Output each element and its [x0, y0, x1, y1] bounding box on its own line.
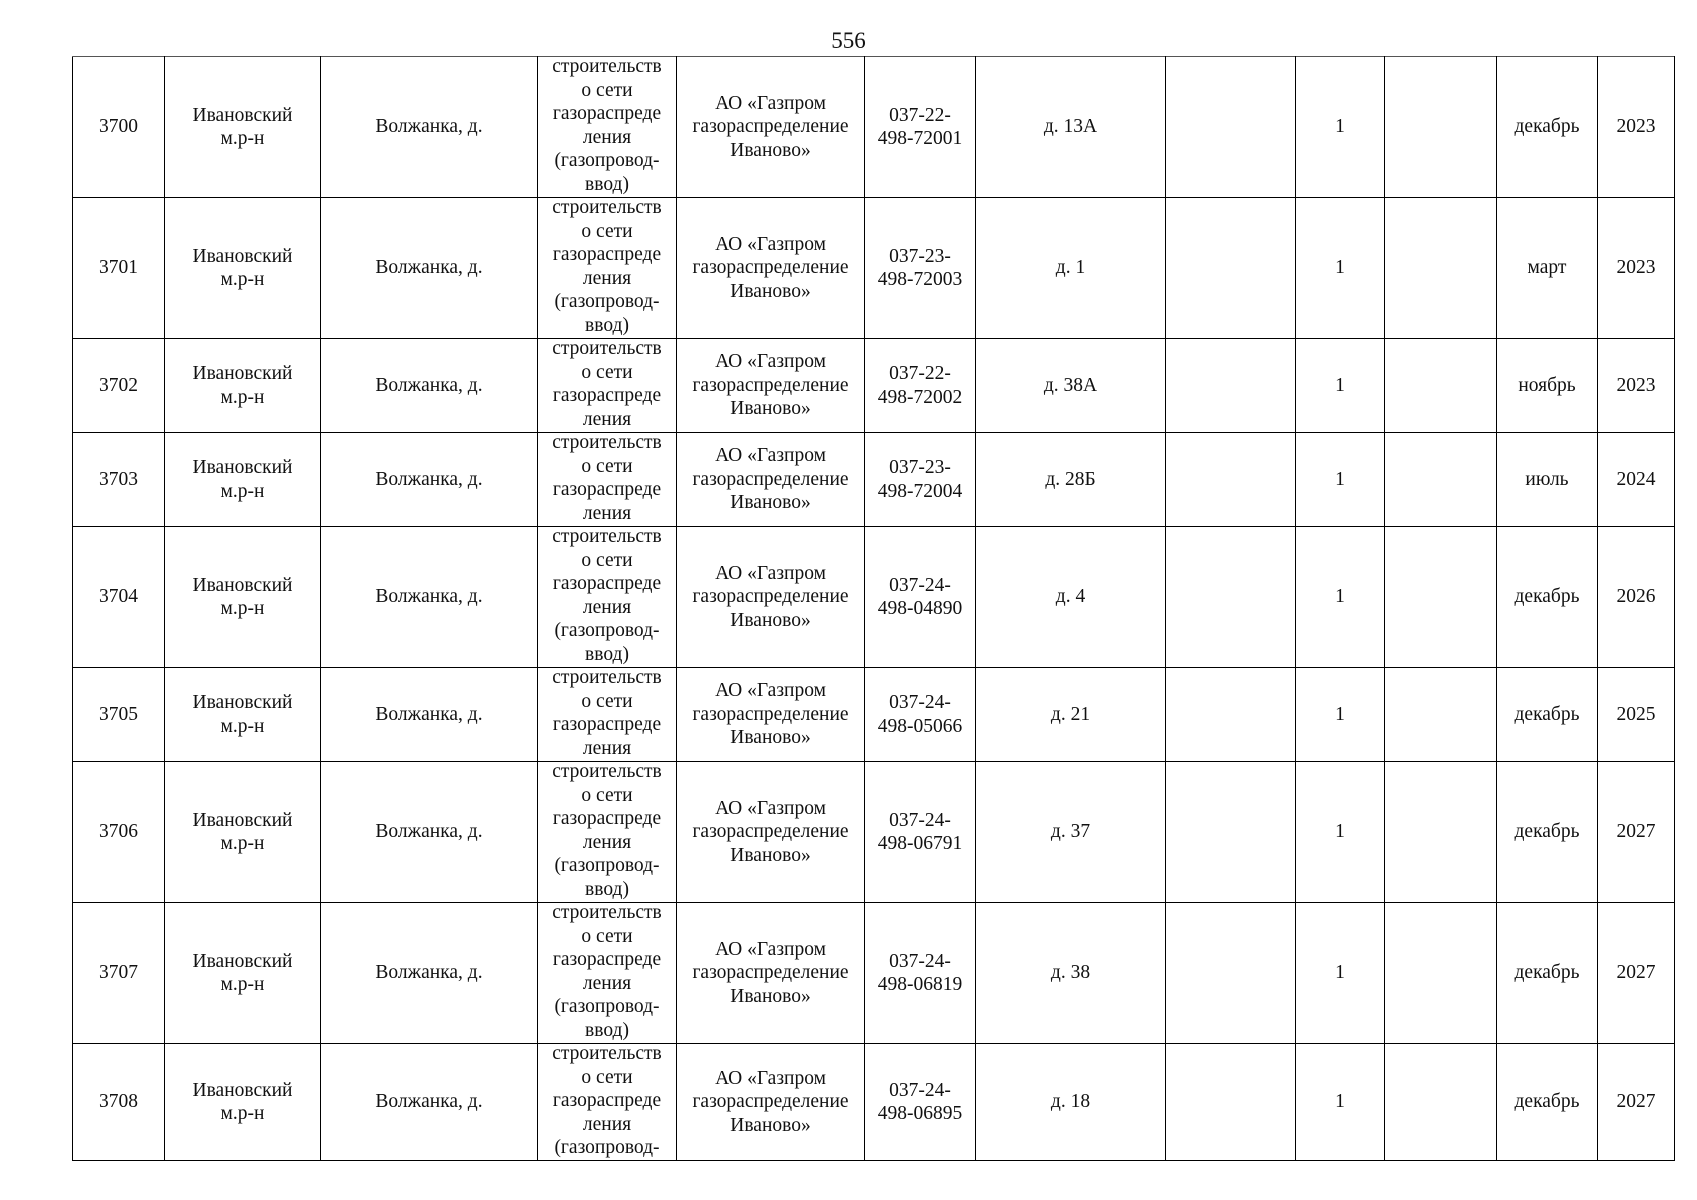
cell-month-text: июль [1525, 468, 1569, 490]
cell-month [1497, 903, 1598, 1044]
registry-table [72, 56, 1675, 1161]
cell-company [677, 762, 865, 903]
cell-empty [1166, 339, 1296, 433]
cell-month [1497, 1044, 1598, 1161]
cell-locality [321, 433, 538, 527]
cell-quantity-text: 1 [1335, 703, 1345, 725]
cell-empty [1385, 339, 1497, 433]
cell-locality-text: Волжанка, д. [375, 586, 483, 608]
cell-quantity [1296, 762, 1385, 903]
cell-locality-text: Волжанка, д. [375, 116, 483, 138]
cell-district-text: Ивановский м.р-н [192, 104, 293, 149]
cell-district-text: Ивановский м.р-н [192, 363, 293, 408]
cell-month [1497, 668, 1598, 762]
cell-work-type [538, 339, 677, 433]
cell-empty [1385, 198, 1497, 339]
cell-district-text: Ивановский м.р-н [192, 1079, 293, 1124]
cell-year [1598, 198, 1675, 339]
cell-number [73, 668, 165, 762]
cell-number [73, 339, 165, 433]
cell-locality [321, 527, 538, 668]
cell-year-text: 2023 [1616, 257, 1656, 279]
cell-number-text: 3701 [99, 257, 138, 279]
cell-quantity [1296, 198, 1385, 339]
cell-code-text: 037-22- 498-72002 [877, 363, 963, 408]
cell-address [976, 762, 1166, 903]
cell-code-text: 037-24- 498-04890 [877, 574, 963, 619]
cell-work-type-text: строительств о сети газораспреде ления (газопровод- [552, 1043, 662, 1158]
table-row [73, 433, 1675, 527]
cell-address [976, 198, 1166, 339]
cell-quantity-text: 1 [1335, 116, 1345, 138]
cell-code [865, 433, 976, 527]
cell-empty [1166, 903, 1296, 1044]
cell-locality-text: Волжанка, д. [375, 257, 483, 279]
cell-work-type-text: строительств о сети газораспреде ления (газопровод- ввод) [552, 197, 662, 336]
cell-company-text: АО «Газпром газораспределение Иваново» [692, 1067, 849, 1136]
cell-address [976, 903, 1166, 1044]
cell-address-text: д. 38А [1043, 374, 1098, 396]
cell-month-text: декабрь [1514, 1091, 1580, 1113]
cell-year-text: 2027 [1616, 821, 1656, 843]
table-row [73, 1044, 1675, 1161]
cell-company [677, 1044, 865, 1161]
cell-month-text: ноябрь [1518, 374, 1576, 396]
cell-quantity-text: 1 [1335, 468, 1345, 490]
cell-year [1598, 527, 1675, 668]
cell-work-type-text: строительств о сети газораспреде ления [552, 432, 662, 524]
cell-company [677, 57, 865, 198]
cell-month [1497, 527, 1598, 668]
cell-work-type [538, 668, 677, 762]
cell-work-type-text: строительств о сети газораспреде ления (газопровод- ввод) [552, 761, 662, 900]
cell-month-text: март [1527, 257, 1567, 279]
cell-address-text: д. 4 [1055, 586, 1086, 608]
cell-address [976, 339, 1166, 433]
cell-code [865, 1044, 976, 1161]
cell-month-text: декабрь [1514, 116, 1580, 138]
cell-month [1497, 339, 1598, 433]
cell-address [976, 57, 1166, 198]
cell-empty [1385, 433, 1497, 527]
cell-work-type-text: строительств о сети газораспреде ления (газопровод- ввод) [552, 56, 662, 195]
cell-company [677, 339, 865, 433]
cell-empty [1166, 198, 1296, 339]
cell-month [1497, 762, 1598, 903]
cell-locality [321, 762, 538, 903]
cell-work-type-text: строительств о сети газораспреде ления (газопровод- ввод) [552, 902, 662, 1041]
cell-empty [1385, 903, 1497, 1044]
cell-locality [321, 1044, 538, 1161]
cell-quantity-text: 1 [1335, 821, 1345, 843]
cell-quantity [1296, 339, 1385, 433]
cell-address [976, 668, 1166, 762]
cell-code [865, 668, 976, 762]
cell-number [73, 198, 165, 339]
table-row [73, 903, 1675, 1044]
cell-address-text: д. 21 [1050, 703, 1091, 725]
cell-number [73, 433, 165, 527]
cell-locality [321, 903, 538, 1044]
cell-code-text: 037-24- 498-06819 [877, 950, 963, 995]
table-row [73, 527, 1675, 668]
cell-number-text: 3705 [99, 703, 138, 725]
cell-locality [321, 198, 538, 339]
cell-number-text: 3706 [99, 821, 138, 843]
cell-empty [1166, 762, 1296, 903]
cell-district-text: Ивановский м.р-н [192, 574, 293, 619]
cell-company-text: АО «Газпром газораспределение Иваново» [692, 562, 849, 631]
cell-year-text: 2023 [1616, 374, 1656, 396]
cell-month-text: декабрь [1514, 703, 1580, 725]
cell-locality [321, 668, 538, 762]
table-row [73, 762, 1675, 903]
cell-company [677, 903, 865, 1044]
cell-work-type-text: строительств о сети газораспреде ления [552, 667, 662, 759]
cell-empty [1385, 527, 1497, 668]
cell-number-text: 3708 [99, 1091, 138, 1113]
cell-locality-text: Волжанка, д. [375, 703, 483, 725]
cell-month [1497, 198, 1598, 339]
cell-code [865, 527, 976, 668]
cell-year-text: 2026 [1616, 586, 1656, 608]
cell-locality-text: Волжанка, д. [375, 962, 483, 984]
cell-work-type [538, 198, 677, 339]
cell-empty [1385, 668, 1497, 762]
cell-address-text: д. 28Б [1045, 468, 1096, 490]
cell-locality-text: Волжанка, д. [375, 374, 483, 396]
cell-quantity-text: 1 [1335, 1091, 1345, 1113]
cell-locality-text: Волжанка, д. [375, 821, 483, 843]
table-row [73, 57, 1675, 198]
cell-code [865, 57, 976, 198]
cell-quantity-text: 1 [1335, 586, 1345, 608]
cell-number [73, 762, 165, 903]
cell-year-text: 2023 [1616, 116, 1656, 138]
cell-district [165, 339, 321, 433]
cell-year-text: 2024 [1616, 468, 1656, 490]
cell-locality [321, 339, 538, 433]
cell-address [976, 1044, 1166, 1161]
cell-quantity [1296, 903, 1385, 1044]
cell-work-type-text: строительств о сети газораспреде ления [552, 338, 662, 430]
cell-year [1598, 339, 1675, 433]
cell-number-text: 3700 [99, 116, 138, 138]
cell-district [165, 433, 321, 527]
cell-empty [1166, 57, 1296, 198]
cell-company [677, 433, 865, 527]
cell-district-text: Ивановский м.р-н [192, 245, 293, 290]
cell-empty [1385, 1044, 1497, 1161]
cell-quantity [1296, 57, 1385, 198]
cell-district-text: Ивановский м.р-н [192, 809, 293, 854]
cell-district [165, 57, 321, 198]
cell-month-text: декабрь [1514, 962, 1580, 984]
cell-month [1497, 433, 1598, 527]
cell-code [865, 903, 976, 1044]
cell-address [976, 433, 1166, 527]
page-number: 556 [831, 28, 866, 53]
cell-district [165, 903, 321, 1044]
cell-code-text: 037-23- 498-72003 [877, 245, 963, 290]
cell-number-text: 3704 [99, 586, 138, 608]
cell-district [165, 762, 321, 903]
cell-code [865, 762, 976, 903]
cell-empty [1166, 668, 1296, 762]
cell-number [73, 527, 165, 668]
cell-company-text: АО «Газпром газораспределение Иваново» [692, 680, 849, 749]
cell-work-type [538, 57, 677, 198]
cell-month-text: декабрь [1514, 586, 1580, 608]
cell-locality [321, 57, 538, 198]
cell-district-text: Ивановский м.р-н [192, 950, 293, 995]
cell-company-text: АО «Газпром газораспределение Иваново» [692, 938, 849, 1007]
cell-empty [1385, 762, 1497, 903]
cell-address-text: д. 1 [1055, 257, 1086, 279]
cell-code-text: 037-24- 498-06791 [877, 809, 963, 854]
cell-work-type [538, 1044, 677, 1161]
cell-locality-text: Волжанка, д. [375, 468, 483, 490]
cell-code-text: 037-22- 498-72001 [877, 104, 963, 149]
cell-quantity-text: 1 [1335, 374, 1345, 396]
cell-district [165, 1044, 321, 1161]
cell-number-text: 3702 [99, 374, 138, 396]
cell-company [677, 668, 865, 762]
cell-quantity-text: 1 [1335, 962, 1345, 984]
table-body [73, 57, 1675, 1161]
cell-year-text: 2027 [1616, 1091, 1656, 1113]
cell-district [165, 198, 321, 339]
cell-work-type [538, 903, 677, 1044]
cell-quantity-text: 1 [1335, 257, 1345, 279]
cell-number-text: 3707 [99, 962, 138, 984]
cell-address-text: д. 38 [1050, 962, 1091, 984]
cell-quantity [1296, 1044, 1385, 1161]
cell-company-text: АО «Газпром газораспределение Иваново» [692, 445, 849, 514]
cell-company-text: АО «Газпром газораспределение Иваново» [692, 797, 849, 866]
cell-address [976, 527, 1166, 668]
cell-company-text: АО «Газпром газораспределение Иваново» [692, 351, 849, 420]
cell-district [165, 527, 321, 668]
cell-address-text: д. 37 [1050, 821, 1091, 843]
cell-address-text: д. 13А [1043, 116, 1098, 138]
cell-district-text: Ивановский м.р-н [192, 457, 293, 502]
cell-quantity [1296, 433, 1385, 527]
cell-empty [1385, 57, 1497, 198]
table-row [73, 668, 1675, 762]
cell-address-text: д. 18 [1050, 1091, 1091, 1113]
cell-year-text: 2025 [1616, 703, 1656, 725]
table-row [73, 339, 1675, 433]
cell-number-text: 3703 [99, 468, 138, 490]
cell-work-type-text: строительств о сети газораспреде ления (газопровод- ввод) [552, 526, 662, 665]
cell-month-text: декабрь [1514, 821, 1580, 843]
cell-district [165, 668, 321, 762]
table-row [73, 198, 1675, 339]
cell-code-text: 037-24- 498-06895 [877, 1079, 963, 1124]
cell-code-text: 037-23- 498-72004 [877, 457, 963, 502]
cell-company-text: АО «Газпром газораспределение Иваново» [692, 233, 849, 302]
cell-empty [1166, 1044, 1296, 1161]
cell-code [865, 198, 976, 339]
cell-year [1598, 762, 1675, 903]
cell-work-type [538, 433, 677, 527]
cell-number [73, 57, 165, 198]
cell-number [73, 1044, 165, 1161]
cell-work-type [538, 762, 677, 903]
cell-year [1598, 57, 1675, 198]
cell-quantity [1296, 527, 1385, 668]
cell-locality-text: Волжанка, д. [375, 1091, 483, 1113]
cell-number [73, 903, 165, 1044]
cell-year-text: 2027 [1616, 962, 1656, 984]
cell-year [1598, 668, 1675, 762]
cell-year [1598, 433, 1675, 527]
cell-district-text: Ивановский м.р-н [192, 692, 293, 737]
cell-empty [1166, 433, 1296, 527]
cell-company-text: АО «Газпром газораспределение Иваново» [692, 92, 849, 161]
cell-year [1598, 903, 1675, 1044]
cell-quantity [1296, 668, 1385, 762]
cell-code-text: 037-24- 498-05066 [877, 692, 963, 737]
cell-year [1598, 1044, 1675, 1161]
cell-month [1497, 57, 1598, 198]
cell-empty [1166, 527, 1296, 668]
cell-company [677, 527, 865, 668]
cell-work-type [538, 527, 677, 668]
cell-code [865, 339, 976, 433]
cell-company [677, 198, 865, 339]
